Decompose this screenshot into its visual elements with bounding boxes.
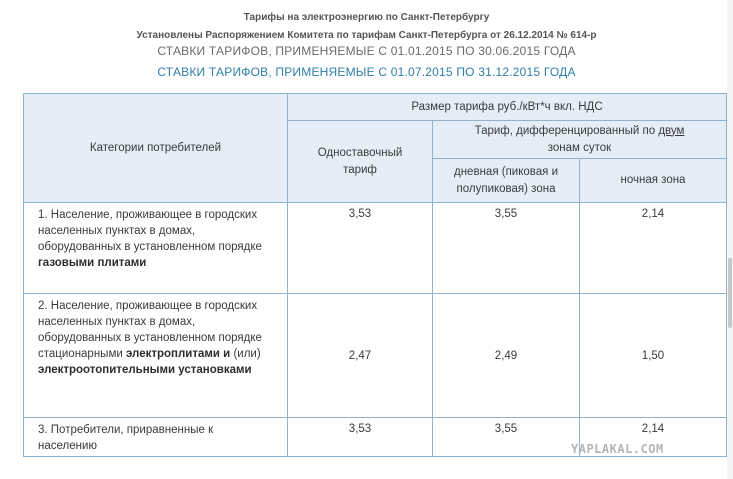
row-1-day-rate: 3,55 <box>433 203 580 294</box>
row-3-category <box>24 418 288 457</box>
row-1-category <box>24 203 288 294</box>
row-1-night-rate: 2,14 <box>580 203 727 294</box>
row-2-category <box>24 294 288 418</box>
row-1-single-rate: 3,53 <box>288 203 433 294</box>
row-2-category-text-2: (или) <box>233 348 261 360</box>
row-2-night-rate: 1,50 <box>580 294 727 418</box>
header-differentiated <box>433 121 727 159</box>
row-3-single-rate: 3,53 <box>288 418 433 457</box>
row-3-day-rate: 3,55 <box>433 418 580 457</box>
row-3-category-text: 3. Потребители, приравненные к населению <box>38 424 214 452</box>
document-title: Тарифы на электроэнергию по Санкт-Петербургу <box>243 12 490 23</box>
scrollbar[interactable] <box>727 0 733 479</box>
header-diff-suffix: зонам суток <box>547 141 612 154</box>
row-2-single-rate: 2,47 <box>288 294 433 418</box>
header-tariff-size: Размер тарифа руб./кВт*ч вкл. НДС <box>288 94 727 121</box>
rate-period-second-half: СТАВКИ ТАРИФОВ, ПРИМЕНЯЕМЫЕ С 01.07.2015 ПО 31.12.2015 ГОДА <box>157 65 576 79</box>
watermark: YAPLAKAL.COM <box>571 442 664 456</box>
header-single-rate <box>288 121 433 203</box>
header-day-zone <box>433 159 580 203</box>
document-subtitle: Установлены Распоряжением Комитета по тарифам Санкт-Петербурга от 26.12.2014 № 614-р <box>136 30 597 41</box>
header-categories: Категории потребителей <box>24 94 288 203</box>
header-single-rate-text: Одноставочный тариф <box>317 146 403 176</box>
header-day-zone-text: дневная (пиковая и полупиковая) зона <box>454 165 558 195</box>
header-night-zone: ночная зона <box>580 159 727 203</box>
tariffs-table <box>23 93 727 457</box>
table-row <box>24 294 727 418</box>
row-2-day-rate: 2,49 <box>433 294 580 418</box>
rate-period-first-half: СТАВКИ ТАРИФОВ, ПРИМЕНЯЕМЫЕ С 01.01.2015 ПО 30.06.2015 ГОДА <box>157 44 576 58</box>
row-1-category-text: 1. Население, проживающее в городских населенных пунктах в домах, оборудованных в установленном порядке <box>38 209 262 253</box>
header-diff-word: двум <box>658 124 685 137</box>
row-2-category-text: 2. Население, проживающее в городских населенных пунктах в домах, оборудованных в установленном порядке стационарными <box>38 300 262 360</box>
scrollbar-thumb[interactable] <box>728 258 732 328</box>
table-row <box>24 203 727 294</box>
row-3-night-rate: 2,14 <box>580 418 727 457</box>
header-diff-prefix: Тариф, дифференцированный по <box>474 124 656 137</box>
row-1-category-bold: газовыми плитами <box>38 257 147 269</box>
row-2-category-bold-2: электроотопительными установками <box>38 364 252 376</box>
row-2-category-bold: электроплитами и <box>125 348 231 360</box>
